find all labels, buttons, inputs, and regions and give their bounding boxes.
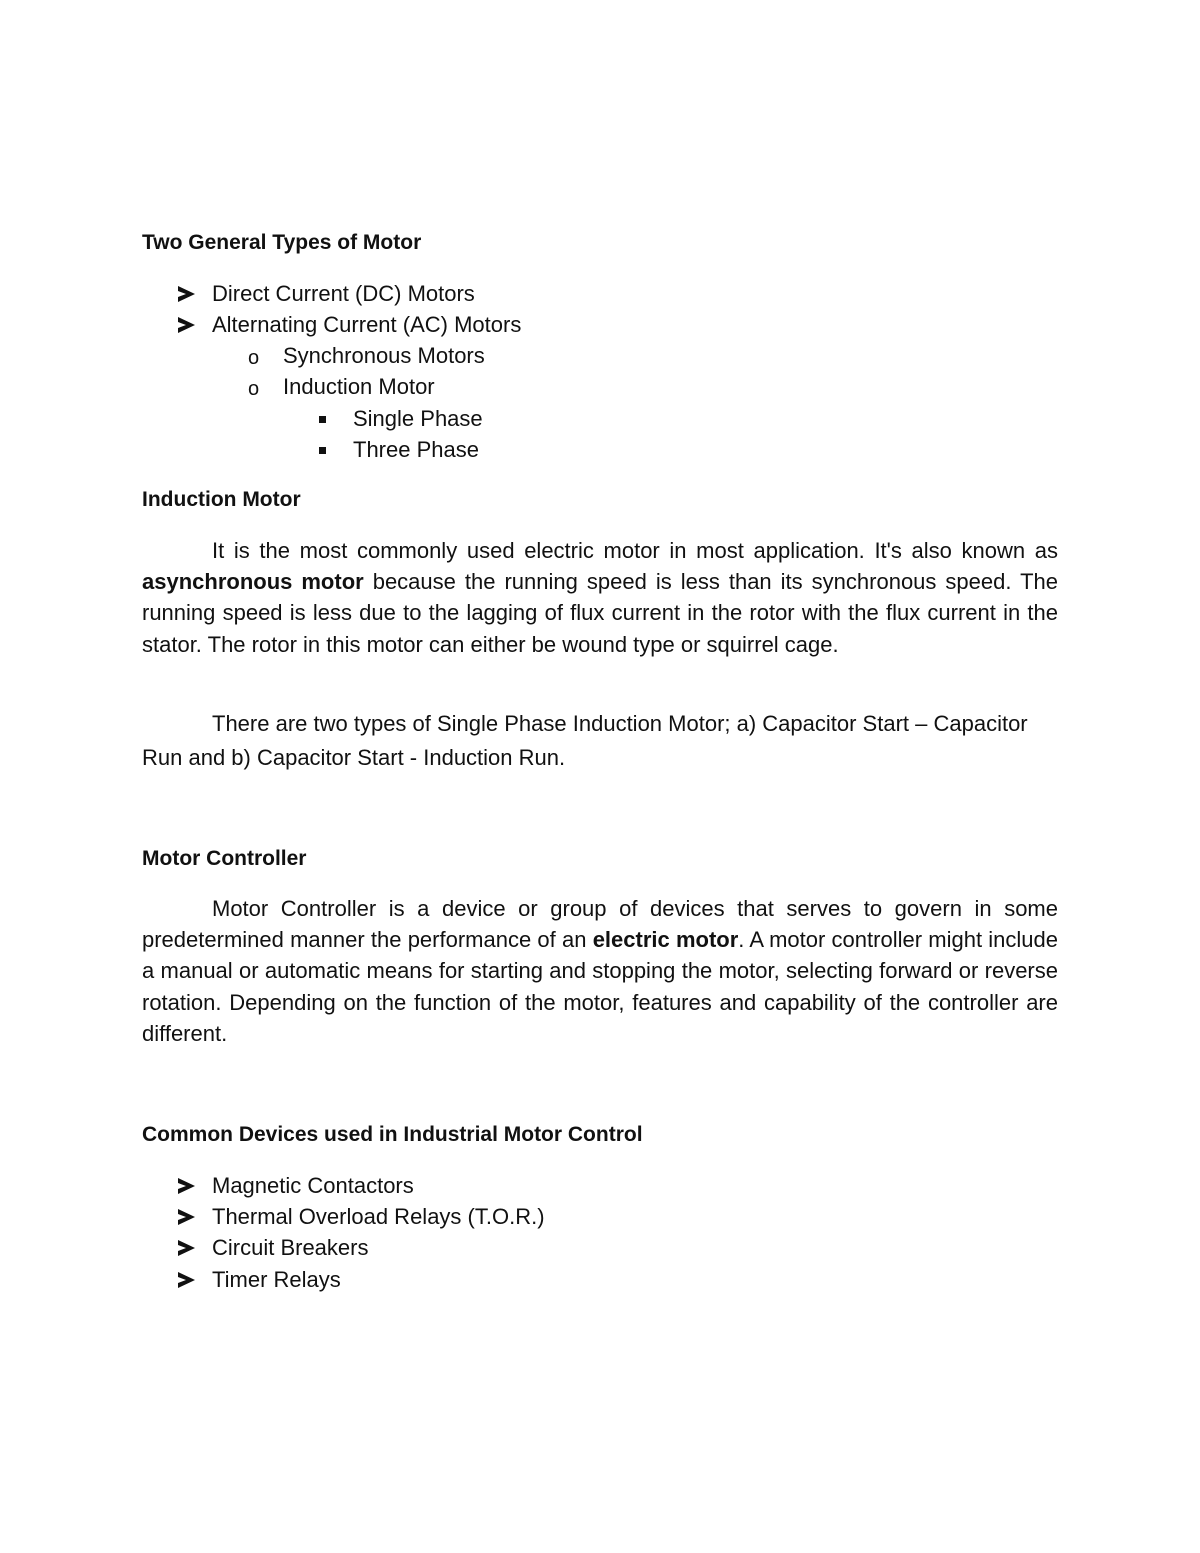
- arrow-bullet-icon: [178, 312, 195, 340]
- paragraph-text: It is the most commonly used electric motor in most application. It's also known as: [212, 538, 1058, 563]
- arrow-bullet-icon: [178, 1267, 195, 1295]
- paragraph-text: . A motor controller might include a manual or automatic means for starting and stopping the motor, selecting forward or reverse rotation. Depending on the function of the motor, features and capability of the controller are different.: [142, 927, 1058, 1046]
- list-item-text: Direct Current (DC) Motors: [212, 281, 475, 306]
- list-item-text: Synchronous Motors: [283, 343, 485, 368]
- list-item-text: Three Phase: [353, 437, 479, 462]
- bold-term: asynchronous motor: [142, 569, 364, 595]
- paragraph-text: because the running speed is less than its synchronous speed. The running speed is less due to the lagging of flux current in the rotor with the flux current in the stator. The rotor in this motor can either be wound type or squirrel cage.: [142, 569, 1058, 657]
- list-item-text: Alternating Current (AC) Motors: [212, 312, 522, 337]
- list-item-text: Timer Relays: [212, 1267, 341, 1292]
- arrow-bullet-icon: [178, 281, 195, 309]
- paragraph-induction-motor: [142, 535, 1058, 660]
- list-item-text: Induction Motor: [283, 374, 435, 399]
- list-item-text: Magnetic Contactors: [212, 1173, 414, 1198]
- arrow-bullet-icon: [178, 1235, 195, 1263]
- list-item-text: Thermal Overload Relays (T.O.R.): [212, 1204, 545, 1229]
- paragraph-text: Motor Controller is a device or group of devices that serves to govern in some predetermined manner the performance of an: [142, 896, 1058, 953]
- circle-bullet-icon: o: [248, 347, 260, 369]
- paragraph-single-phase-types: There are two types of Single Phase Induction Motor; a) Capacitor Start – Capacitor Run and b) Capacitor Start - Induction Run.: [142, 711, 1028, 770]
- arrow-bullet-icon: [178, 1204, 195, 1232]
- list-item-text: Single Phase: [353, 406, 483, 431]
- square-bullet-icon: [319, 447, 326, 454]
- bold-term: electric motor: [592, 927, 739, 953]
- heading-motor-controller: Motor Controller: [142, 847, 307, 870]
- heading-common-devices: Common Devices used in Industrial Motor Control: [142, 1123, 643, 1146]
- paragraph-motor-controller: [142, 893, 1058, 1049]
- square-bullet-icon: [319, 416, 326, 423]
- circle-bullet-icon: o: [248, 378, 260, 400]
- list-item-text: Circuit Breakers: [212, 1235, 369, 1260]
- heading-two-general-types: Two General Types of Motor: [142, 231, 422, 254]
- heading-induction-motor: Induction Motor: [142, 488, 301, 511]
- arrow-bullet-icon: [178, 1173, 195, 1201]
